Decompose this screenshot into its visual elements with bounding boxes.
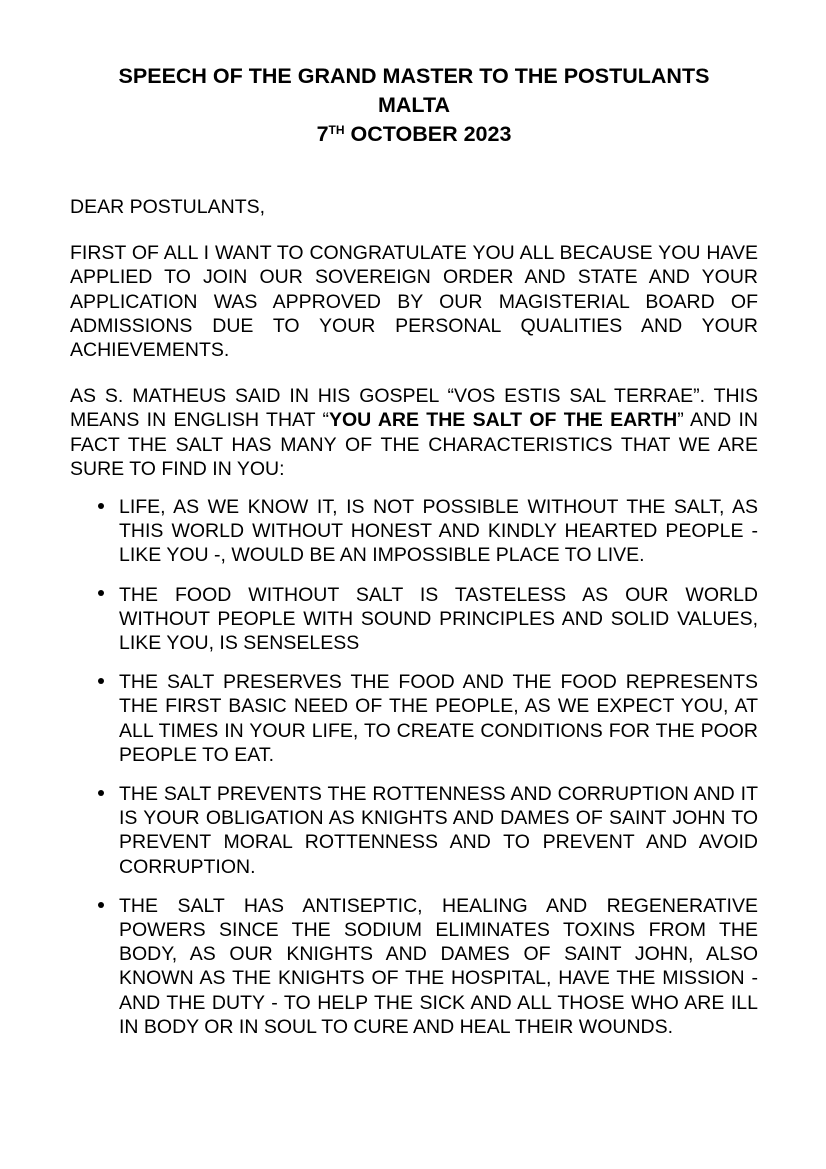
paragraph2-text-before: AS S. MATHEUS SAID IN HIS GOSPEL “VOS ESTIS SAL TERRAE”. THIS MEANS IN ENGLISH THAT “	[70, 385, 758, 432]
document-page	[70, 62, 758, 1054]
paragraph2-text-after: ” AND IN FACT THE SALT HAS MANY OF THE CHARACTERISTICS THAT WE ARE SURE TO FIND IN YOU:	[70, 409, 758, 480]
list-item	[70, 670, 758, 767]
list-item-text: THE FOOD WITHOUT SALT IS TASTELESS AS OUR WORLD WITHOUT PEOPLE WITH SOUND PRINCIPLES AND SOLID VALUES, LIKE YOU, IS SENSELESS	[119, 583, 758, 655]
list-item-text: THE SALT PREVENTS THE ROTTENNESS AND CORRUPTION AND IT IS YOUR OBLIGATION AS KNIGHTS AND DAMES OF SAINT JOHN TO PREVENT MORAL ROTTENNESS AND TO PREVENT AND AVOID CORRUPTION.	[119, 783, 758, 878]
bullet-icon	[95, 495, 107, 519]
date-day: 7	[316, 122, 329, 146]
bullet-icon	[95, 894, 107, 918]
date-month-year: OCTOBER 2023	[344, 122, 512, 146]
list-item-text: THE SALT HAS ANTISEPTIC, HEALING AND REGENERATIVE POWERS SINCE THE SODIUM ELIMINATES TOXINS FROM THE BODY, AS OUR KNIGHTS AND DAMES OF SAINT JOHN, ALSO KNOWN AS THE KNIGHTS OF THE HOSPITAL, HAVE THE MISSION - AND THE DUTY - TO HELP THE SICK AND ALL THOSE WHO ARE ILL IN BODY OR IN SOUL TO CURE AND HEAL THEIR WOUNDS.	[119, 894, 758, 1038]
list-item-text: THE SALT PRESERVES THE FOOD AND THE FOOD REPRESENTS THE FIRST BASIC NEED OF THE PEOPLE, AS WE EXPECT YOU, AT ALL TIMES IN YOUR LIFE, TO CREATE CONDITIONS FOR THE POOR PEOPLE TO EAT.	[119, 671, 758, 766]
document-title	[64, 62, 764, 149]
list-item	[70, 583, 758, 656]
bullet-icon	[95, 782, 107, 806]
list-item	[70, 782, 758, 879]
paragraph-congratulations: FIRST OF ALL I WANT TO CONGRATULATE YOU ALL BECAUSE YOU HAVE APPLIED TO JOIN OUR SOVEREIGN ORDER AND STATE AND YOUR APPLICATION WAS APPROVED BY OUR MAGISTERIAL BOARD OF ADMISSIONS DUE TO YOUR PERSONAL QUALITIES AND YOUR ACHIEVEMENTS.	[70, 242, 758, 362]
salt-characteristics-list	[70, 495, 758, 1039]
bullet-icon	[95, 583, 107, 607]
list-item	[70, 894, 758, 1039]
bullet-icon	[95, 670, 107, 694]
paragraph2-bold-quote: YOU ARE THE SALT OF THE EARTH	[328, 409, 678, 432]
paragraph-salt-of-the-earth	[70, 384, 758, 481]
list-item-text: LIFE, AS WE KNOW IT, IS NOT POSSIBLE WITHOUT THE SALT, AS THIS WORLD WITHOUT HONEST AND KINDLY HEARTED PEOPLE - LIKE YOU -, WOULD BE AN IMPOSSIBLE PLACE TO LIVE.	[119, 496, 758, 567]
title-line-speech: SPEECH OF THE GRAND MASTER TO THE POSTULANTS	[118, 64, 710, 88]
list-item	[70, 495, 758, 568]
title-line-date	[64, 120, 764, 149]
title-line-location: MALTA	[377, 93, 451, 117]
date-ordinal-suffix: TH	[328, 122, 345, 137]
salutation: DEAR POSTULANTS,	[70, 196, 266, 218]
